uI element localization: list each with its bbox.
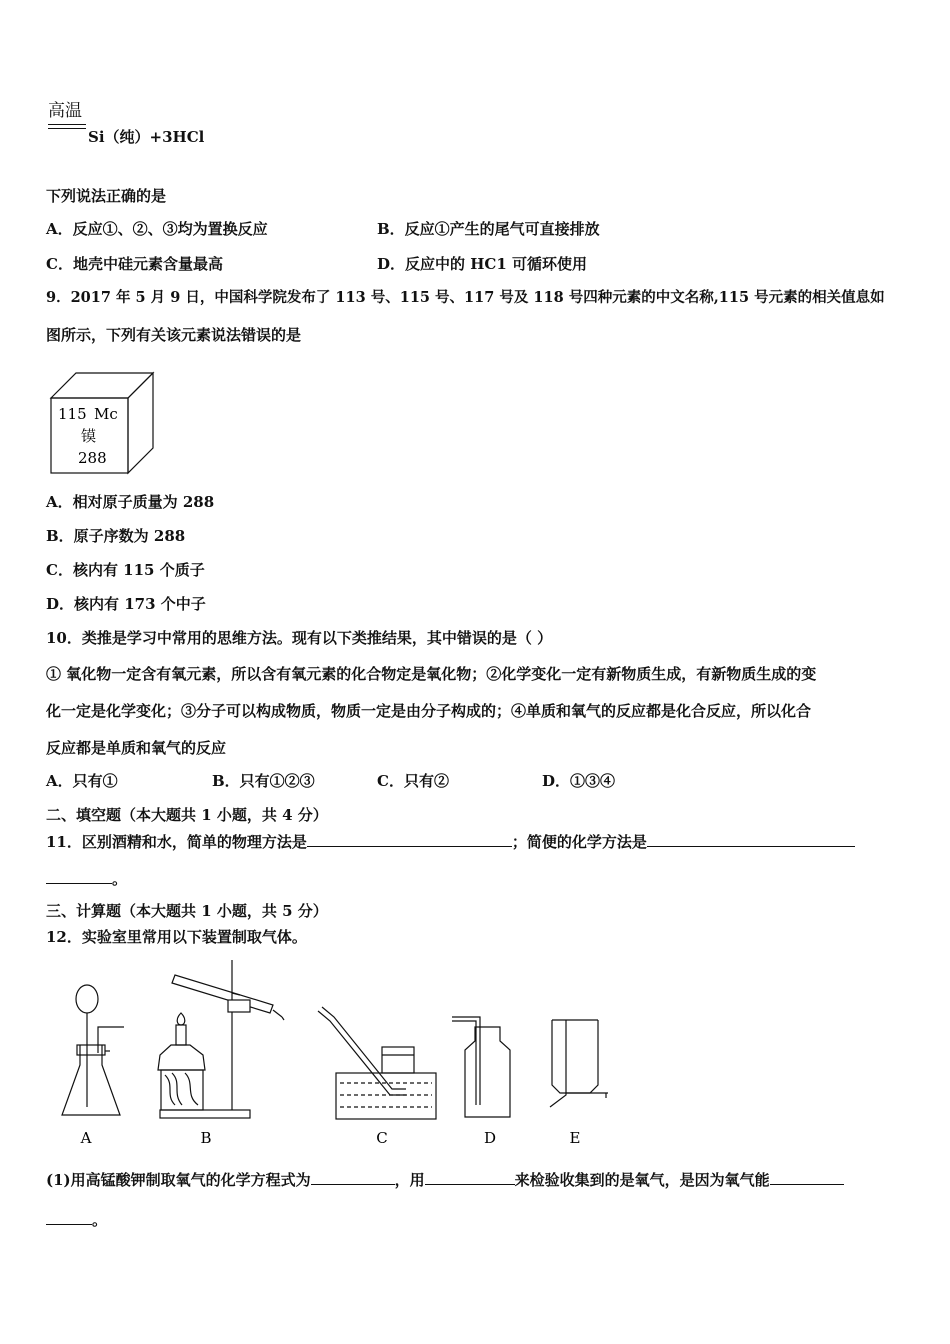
q8-option-d: D．反应中的 HC1 可循环使用 [377,255,588,273]
q10-body-line1: ① 氧化物一定含有氧元素，所以含有氧元素的化合物定是氧化物；②化学变化一定有新物质生成，有新物质生成的变 [46,665,817,683]
element-symbol: Mc [94,405,118,423]
q9-stem-line2: 图所示，下列有关该元素说法错误的是 [46,326,302,344]
q11-line [46,831,855,852]
q12-part1-line [46,1169,844,1190]
reaction-condition: 高温 [48,101,82,121]
apparatus-label-d: D [483,1129,497,1147]
q12-reason-blank[interactable] [770,1169,844,1185]
q9-option-a: A．相对原子质量为 288 [46,493,215,511]
q9-option-d: D．核内有 173 个中子 [46,595,206,613]
q8-stem: 下列说法正确的是 [46,187,167,205]
q11-line2 [46,868,127,889]
reaction-arrow-line-1 [48,124,86,125]
q11-physical-blank[interactable] [307,831,512,847]
element-mass: 288 [78,449,107,467]
q12-test-blank[interactable] [425,1169,515,1185]
reaction-product: Si（纯）+3HCl [88,128,205,146]
q9-option-c: C．核内有 115 个质子 [46,561,205,579]
q11-chemical-prompt: ；简便的化学方法是 [511,833,647,851]
apparatus-d [452,1017,510,1117]
q12-part1-line2 [46,1209,107,1230]
element-name: 镆 [81,427,97,445]
q12-use-prompt: ，用 [394,1171,425,1189]
q11-chemical-blank[interactable] [647,831,855,847]
q8-option-c: C．地壳中硅元素含量最高 [46,255,223,273]
q11-end-mark: 。 [112,870,128,888]
apparatus-a [62,985,124,1115]
q8-option-a: A．反应①、②、③均为置换反应 [46,220,268,238]
q10-option-b: B．只有①②③ [212,772,315,790]
q10-stem: 10．类推是学习中常用的思维方法。现有以下类推结果，其中错误的是（ ） [46,629,553,647]
test-tube [172,975,273,1013]
q12-end-mark: 。 [92,1211,108,1229]
q12-reason-prompt: 来检验收集到的是氧气，是因为氧气能 [514,1171,770,1189]
apparatus-b [158,960,284,1118]
q10-option-c: C．只有② [377,772,449,790]
apparatus-e [550,1020,608,1107]
q8-option-b: B．反应①产生的尾气可直接排放 [377,220,600,238]
q10-option-a: A．只有① [46,772,118,790]
section3-heading: 三、计算题（本大题共 1 小题，共 5 分） [46,902,328,920]
q12-equation-prompt: (1)用高锰酸钾制取氧气的化学方程式为 [46,1171,311,1189]
element-number: 115 [58,405,87,423]
apparatus-label-e: E [569,1129,581,1147]
cube-side-face [128,373,153,473]
apparatus-figure [40,955,640,1150]
q11-continuation-blank[interactable] [46,868,112,884]
section2-heading: 二、填空题（本大题共 1 小题，共 4 分） [46,806,328,824]
element-cube-figure [46,368,158,478]
cube-top-face [51,373,153,398]
apparatus-label-a: A [80,1129,92,1147]
reaction-arrow-line-2 [48,128,86,129]
apparatus-label-c: C [376,1129,388,1147]
q10-body-line2: 化一定是化学变化；③分子可以构成物质，物质一定是由分子构成的；④单质和氧气的反应都是化合反应，所以化合 [46,702,812,720]
q10-option-d: D．①③④ [542,772,616,790]
apparatus-label-b: B [200,1129,212,1147]
q10-body-line3: 反应都是单质和氧气的反应 [46,739,227,757]
apparatus-c [318,1007,436,1119]
q9-option-b: B．原子序数为 288 [46,527,186,545]
funnel-bulb [76,985,98,1013]
q12-continuation-blank[interactable] [46,1209,92,1225]
q12-equation-blank[interactable] [311,1169,395,1185]
q9-stem-line1: 9．2017 年 5 月 9 日，中国科学院发布了 113 号、115 号、117 号及 118 号四种元素的中文名称,115 号元素的相关值息如 [46,289,885,306]
q12-stem: 12．实验室里常用以下装置制取气体。 [46,928,307,946]
q11-physical-prompt: 11．区别酒精和水，简单的物理方法是 [46,833,307,851]
